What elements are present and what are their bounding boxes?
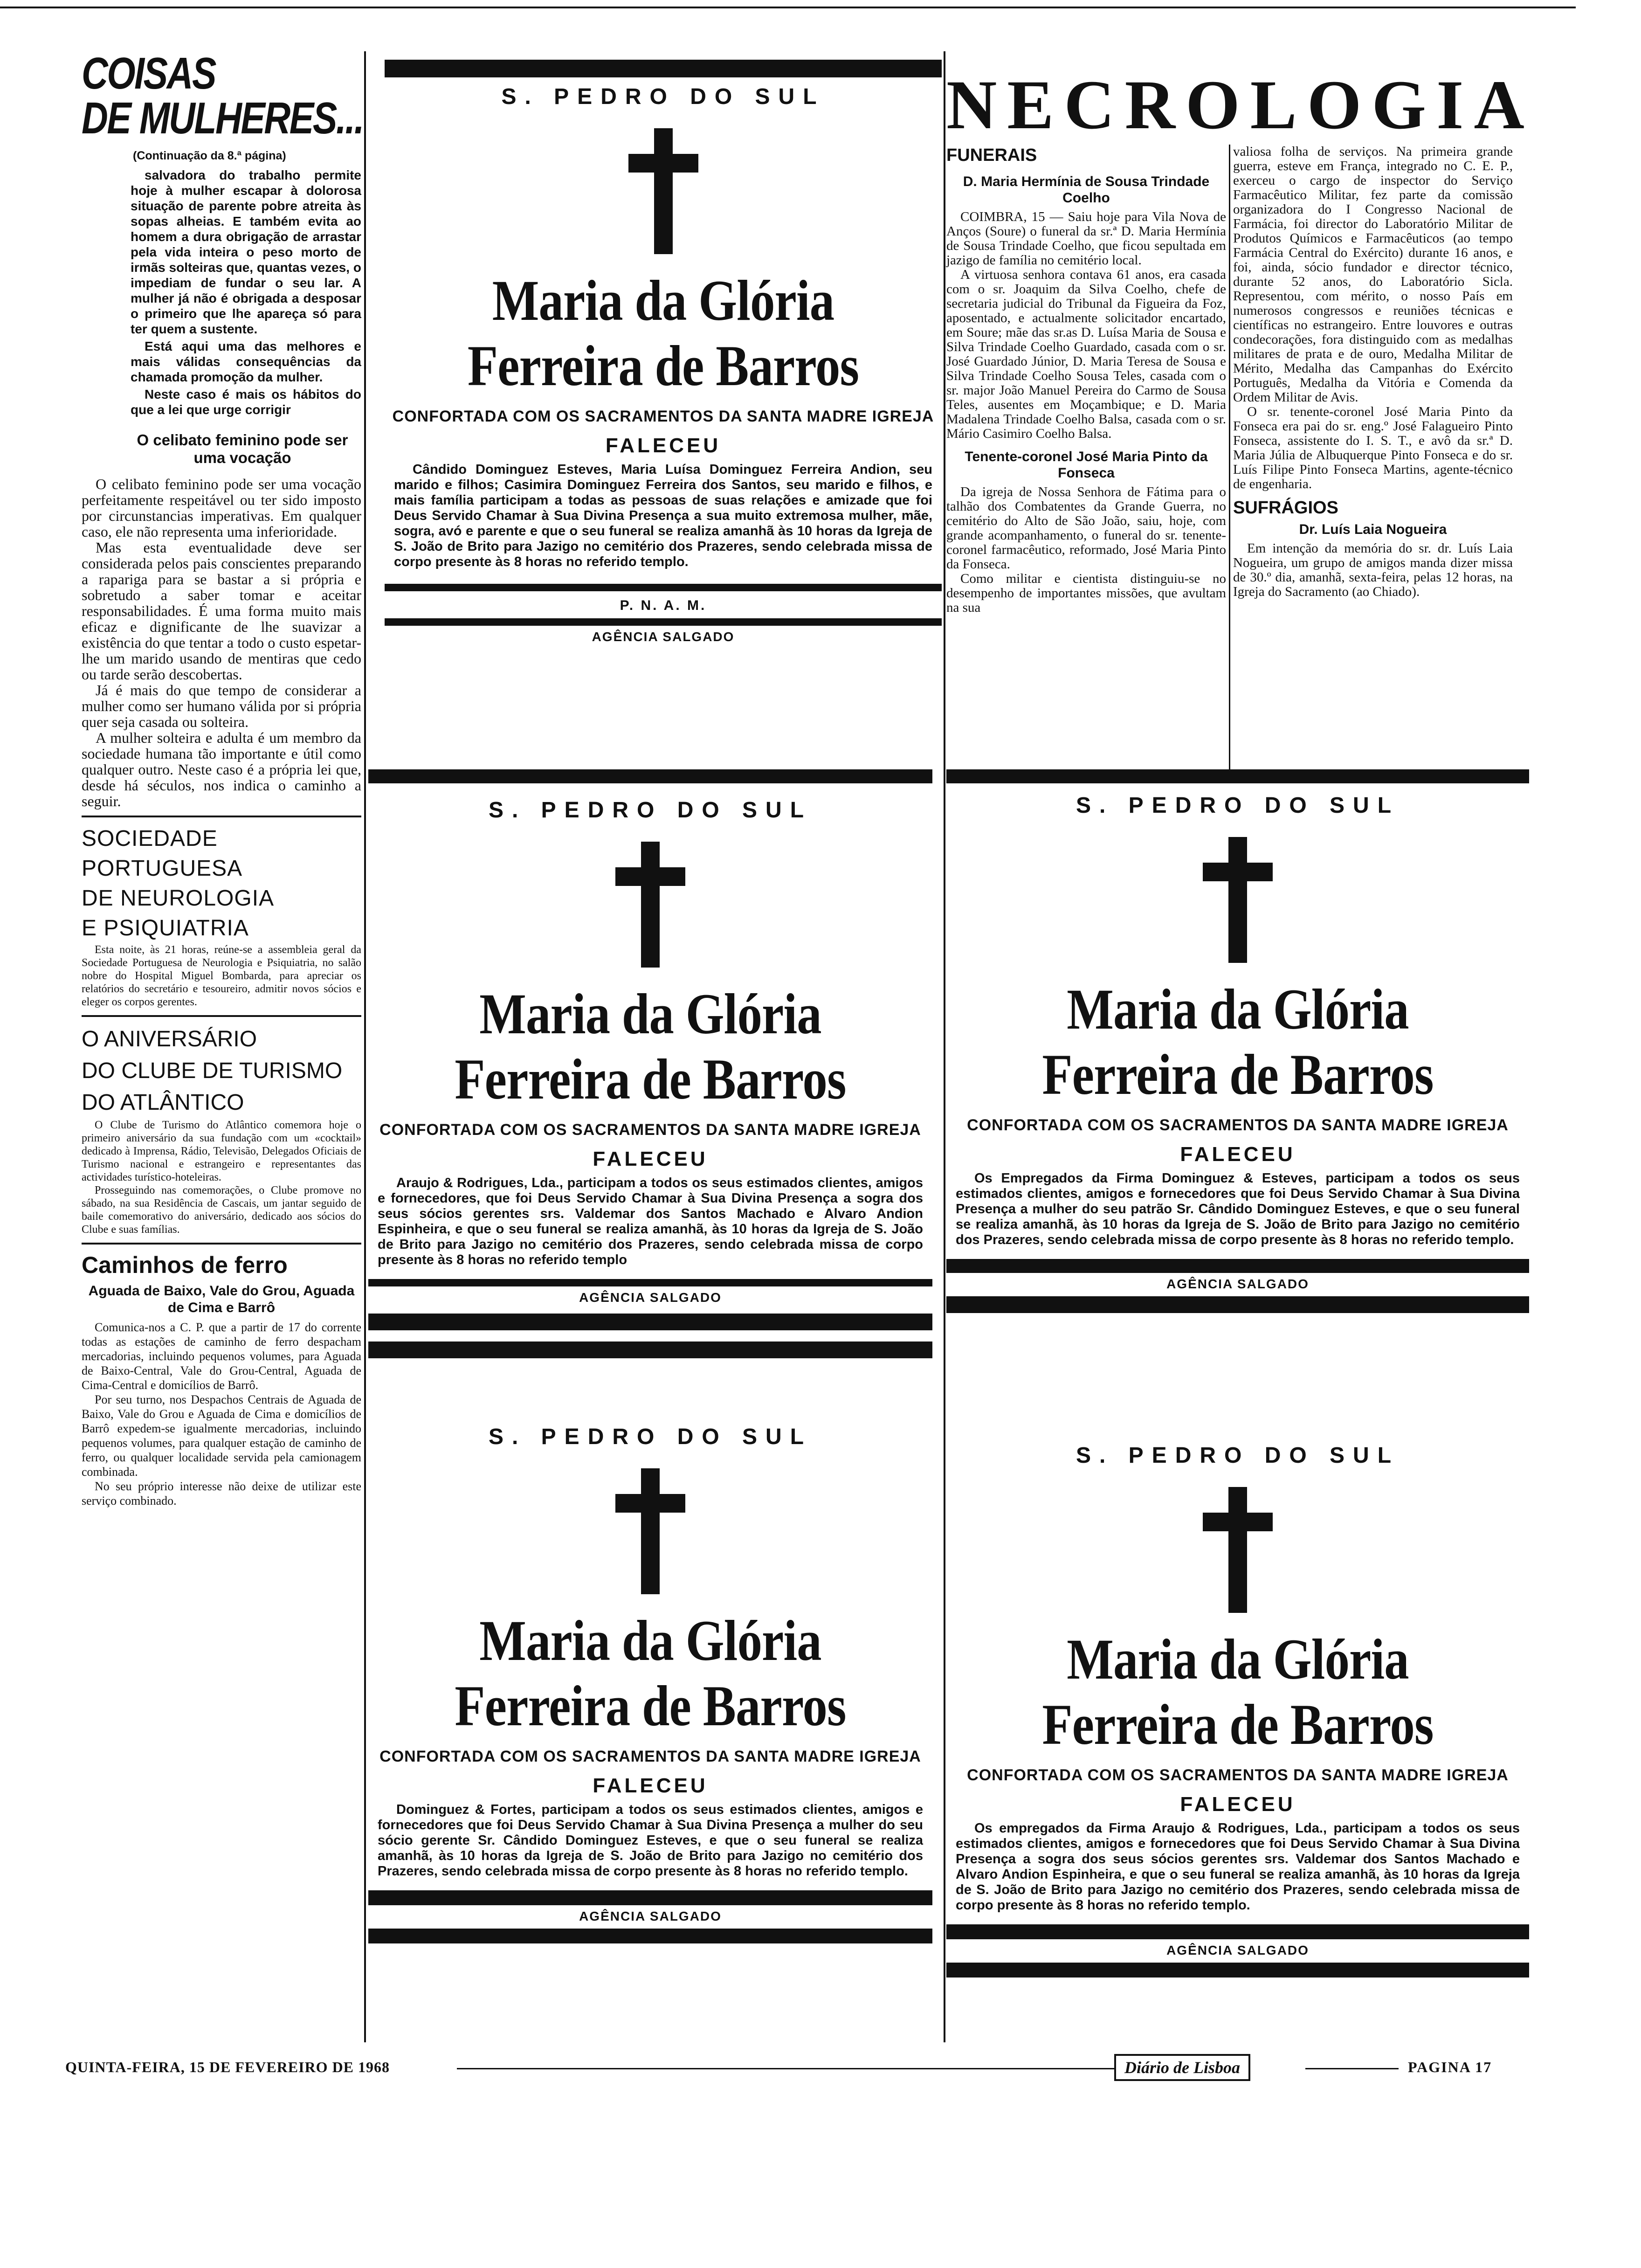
obit-faleceu: FALECEU [605,434,721,457]
obituary-4 [368,1418,932,1943]
obit-text [946,1821,1529,1913]
obit-text-p: Os empregados da Firma Araujo & Rodrigues, Lda., participam a todos os seus estimados clientes, amigos e fornecedores que foi Deus Servido Chamar à Sua Divina Presença a sogra dos seus sócios gerentes srs. Valdemar dos Santos Machado e Alvaro Andion Espinheira, e que o seu funeral se realiza amanhã, às 10 horas da Igreja de S. João de Brito para Jazigo no cemitério dos Prazeres, sendo celebrada missa de corpo presente às 8 horas no referido templo. [956,1821,1520,1913]
clube-head-1: O ANIVERSÁRIO [82,1027,257,1051]
newspaper-logo: Diário de Lisboa [1114,2054,1250,2081]
obit-agency: AGÊNCIA SALGADO [579,1290,722,1305]
obit-text-p: Araujo & Rodrigues, Lda., participam a todos os seus estimados clientes, amigos e fornecedores, que foi Deus Servido Chamar à Sua Divina Presença a sogra dos seus sócios gerentes srs. Valdemar dos Santos Machado e Alvaro Andion Espinheira, e que o seu funeral se realiza amanhã, às 10 horas da Igreja de S. João de Brito para Jazigo no cemitério dos Prazeres, sendo celebrada missa de corpo presente às 8 horas no referido templo [378,1175,923,1267]
obit-bottom-bar [368,1890,932,1905]
obit-bottom-bar [368,1279,932,1286]
obituary-3 [946,769,1529,1313]
spn-body [82,943,361,1009]
obit-bottom-bar [946,1296,1529,1313]
column-rule-middle [944,51,945,2042]
coisas-title-line1: COISAS [82,48,216,98]
f1-body-p1: COIMBRA, 15 — Saiu hoje para Vila Nova de Anços (Soure) o funeral da sr.ª D. Maria Hermínia de Sousa Trindade Coelho, que ficou sepultada em jazigo de família no cemitério local. [946,209,1226,268]
f2-body-p1: Da igreja de Nossa Senhora de Fátima para o talhão dos Combatentes da Grande Guerra, no cemitério do Alto de São João, saiu, hoje, com grande acompanhamento, o funeral do sr. tenente-coronel farmacêutico, reformado, José Maria Pinto da Fonseca. [946,484,1226,572]
obit-bottom-bar [946,1259,1529,1273]
necrologia-title: NECROLOGIA [946,66,1535,144]
obit-bottom-bar [385,584,942,591]
necro-col-a [946,145,1226,615]
obit-top-bar [385,60,942,77]
obit-agency: AGÊNCIA SALGADO [592,629,735,644]
coisas-intro-p1: salvadora do trabalho permite hoje à mulher escapar à dolorosa situação de parente pobre atreita às sopas alheias. E também evita ao homem a dura obrigação de arrastar pela vida inteira o peso morto de irmãs solteiras que, quantas vezes, o impediam de fundar o seu lar. A mulher já não é obrigada a desposar o primeiro que lhe apareça só para ter quem a sustente. [131,168,361,336]
caminhos-heading: Caminhos de ferro [82,1252,288,1278]
obit-text-p: Cândido Dominguez Esteves, Maria Luísa Dominguez Ferreira Andion, seu marido e filhos; Casimira Dominguez Ferreira dos Santos, seu marido e filhos, e mais família participam a todas as pessoas de suas relações e amizade que foi Deus Servido Chamar à Sua Divina Presença a sua muito extremosa mulher, mãe, sogra, avó e parente e que o seu funeral se realiza amanhã às 10 horas da Igreja de S. João de Brito para Jazigo no cemitério dos Prazeres, sendo celebrada missa de corpo presente às 8 horas no referido templo. [394,462,932,569]
f2-cont [1233,145,1513,491]
clube-head-2: DO CLUBE DE TURISMO [82,1058,343,1083]
obit-place: S. PEDRO DO SUL [488,798,813,823]
obit-bottom-bar [368,1314,932,1330]
f1-name: D. Maria Hermínia de Sousa Trindade Coelho [963,174,1210,206]
obit-agency: AGÊNCIA SALGADO [1166,1277,1309,1291]
obit-bottom-bar [368,1929,932,1943]
coisas-intro-p2: Está aqui uma das melhores e mais válidas consequências da chamada promoção da mulher. [131,339,361,384]
sufragios-label: SUFRÁGIOS [1233,498,1338,518]
clube-body [82,1119,361,1236]
obit-place: S. PEDRO DO SUL [501,84,825,109]
f2-cont-p1: valiosa folha de serviços. Na primeira grande guerra, esteve em França, integrado no C. E. P., exerceu o cargo de inspector do Serviço Farmacêutico Militar, fez parte da comissão organizadora do I Congresso Nacional de Farmácia, foi director do Laboratório Militar de Produtos Químicos e Farmacêuticos (ao tempo Farmácia Central do Exército) durante 16 anos, e foi, ainda, sócio fundador e director técnico, durante 52 anos, do Laboratório Sicla. Representou, com mérito, o nosso País em numerosos congressos e reuniões técnicas e científicas no estrangeiro. Entre louvores e outras condecorações, fora distinguido com as medalhas militares de prata e de ouro, Medalha Militar de Mérito, Medalha das Campanhas do Exército Português, Medalha da Vitória e Comenda da Ordem Militar de Avis. [1233,144,1513,405]
obit-name-line1: Maria da Glória [492,269,834,332]
clube-heading [82,1023,361,1119]
obit-name-line2: Ferreira de Barros [1042,1043,1434,1106]
obit-faleceu: FALECEU [593,1148,708,1170]
divider [82,1015,361,1017]
caminhos-body-p1: Comunica-nos a C. P. que a partir de 17 do corrente todas as estações de caminho de ferro despacham mercadorias, incluindo pequenos volumes, para Aguada de Baixo-Central, Vale do Grou-Central, Aguada de Cima-Central e domicílios de Barrô. [82,1321,361,1392]
obit-confortada: CONFORTADA COM OS SACRAMENTOS DA SANTA MADRE IGREJA [967,1116,1509,1134]
spn-head-4: E PSIQUIATRIA [82,916,249,940]
continuation-note: (Continuação da 8.ª página) [133,149,286,162]
spn-head-3: DE NEUROLOGIA [82,886,275,911]
page-footer [65,2054,1520,2082]
necro-col-b [1233,145,1513,599]
obit-confortada: CONFORTADA COM OS SACRAMENTOS DA SANTA MADRE IGREJA [392,408,934,425]
cross-icon [1203,1487,1273,1613]
footer-rule [457,2068,1165,2069]
clube-body-p1: O Clube de Turismo do Atlântico comemora hoje o primeiro aniversário da sua fundação com um «cocktail» dedicado à Imprensa, Rádio, Televisão, Delegados Oficiais de Turismo nacional e estrangeiro e representantes das actividades turístico-hoteleiras. [82,1119,361,1183]
funerais-label: FUNERAIS [946,145,1037,165]
s1-name: Dr. Luís Laia Nogueira [1299,522,1447,537]
obit-faleceu: FALECEU [1180,1143,1296,1166]
obit-place: S. PEDRO DO SUL [488,1424,813,1449]
obit-name-line2: Ferreira de Barros [455,1674,846,1738]
footer-rule [1305,2068,1399,2069]
f1-body-p2: A virtuosa senhora contava 61 anos, era casada com o sr. Joaquim da Silva Coelho, chefe de secretaria judicial do Tribunal da Figueira da Foz, aposentado, e actualmente solicitador encartado, em Soure; mãe das sr.as D. Luísa Maria de Sousa e Silva Trindade Coelho Guardado, casada com o sr. José Guardado Júnior, D. Maria Teresa de Sousa e Silva Trindade Coelho Sousa Teles, casada com o sr. major João Manuel Pereira do Carmo de Sousa Teles, ausentes em Moçambique; e D. Maria Madalena Trindade Coelho Balsa, casada com o sr. Mário Casimiro Coelho Balsa. [946,267,1226,441]
obit-name-line2: Ferreira de Barros [455,1047,846,1111]
obit-agency: AGÊNCIA SALGADO [579,1909,722,1923]
f2-body-p2: Como militar e cientista distinguiu-se no desempenho de importantes missões, que avultam na sua [946,571,1226,615]
obituary-5 [946,1436,1529,1978]
s1-body-p: Em intenção da memória do sr. dr. Luís Laia Nogueira, um grupo de amigos manda dizer missa de 30.º dia, amanhã, sexta-feira, pelas 12 horas, na Igreja do Sacramento (ao Chiado). [1233,541,1513,599]
divider [82,1243,361,1245]
obit-top-bar [946,769,1529,783]
cross-icon [1203,837,1273,963]
obit-text [946,1171,1529,1248]
coisas-body-p3: Já é mais do que tempo de considerar a mulher como ser humano válida por si própria quer seja casada ou solteira. [82,682,361,730]
obit-bottom-bar [946,1924,1529,1939]
obit-text-p: Os Empregados da Firma Dominguez & Esteves, participam a todos os seus estimados clientes, amigos e fornecedores que foi Deus Servido Chamar à Sua Divina Presença a mulher do seu patrão Sr. Cândido Dominguez Esteves, e que o seu funeral se realiza amanhã, às 10 horas da Igreja de S. João de Brito para Jazigo no cemitério dos Prazeres, sendo celebrada missa de corpo presente às 8 horas no referido templo. [956,1171,1520,1247]
obit-confortada: CONFORTADA COM OS SACRAMENTOS DA SANTA MADRE IGREJA [379,1748,921,1765]
coisas-title-line2: DE MULHERES... [82,93,364,143]
obit-text [385,462,942,570]
clube-body-p2: Prosseguindo nas comemorações, o Clube promove no sábado, na sua Residência de Cascais, um jantar seguido de baile comemorativo do aniversário, dedicado aos sócios do Clube e suas famílias. [82,1184,361,1236]
obit-faleceu: FALECEU [593,1774,708,1797]
coisas-body-p1: O celibato feminino pode ser uma vocação perfeitamente respeitável ou ter sido imposto por circunstancias imperativas. Em qualquer caso, ele não representa uma inferioridade. [82,476,361,540]
f2-cont-p2: O sr. tenente-coronel José Maria Pinto da Fonseca era pai do sr. eng.º José Falagueiro Pinto Fonseca, assistente do I. S. T., e avô da sr.ª D. Maria Júlia de Albuquerque Pinto Fonseca e do sr. Luís Filipe Pinto Fonseca Martins, agente-técnico de engenharia. [1233,404,1513,491]
spn-heading [82,824,361,943]
obit-name-line1: Maria da Glória [1067,1627,1409,1691]
spn-head-1: SOCIEDADE [82,826,218,851]
coisas-body-p2: Mas esta eventualidade deve ser considerada pelos pais conscientes preparando a rapariga para se bastar a si própria e sobretudo a saber tomar e aceitar responsabilidades. É uma forma muito mais eficaz e dignificante de lhe suavizar a existência do que tentar a todo o custo espetar-lhe um marido usando de mentiras que cedo ou tarde serão descobertas. [82,539,361,683]
obit-text-p: Dominguez & Fortes, participam a todos os seus estimados clientes, amigos e fornecedores que foi Deus Servido Chamar à Sua Divina Presença a mulher do seu sócio gerente Sr. Cândido Dominguez Esteves, e que o seu funeral se realiza amanhã, às 10 horas da Igreja de S. João de Brito para Jazigo no cemitério dos Prazeres, sendo celebrada missa de corpo presente às 8 horas no referido templo. [378,1802,923,1879]
left-column [82,48,364,1508]
f1-body [946,210,1226,441]
top-rule [0,7,1576,8]
f2-body [946,485,1226,615]
necro-col-rule [1229,145,1230,769]
cross-icon [615,842,685,968]
celibato-subhead: O celibato feminino pode ser uma vocação [137,431,348,466]
s1-body [1233,541,1513,599]
obit-agency: AGÊNCIA SALGADO [1166,1943,1309,1957]
clube-head-3: DO ATLÂNTICO [82,1090,244,1115]
divider [82,816,361,817]
obit-confortada: CONFORTADA COM OS SACRAMENTOS DA SANTA MADRE IGREJA [379,1121,921,1139]
column-rule-left [364,51,366,2042]
caminhos-body-p2: Por seu turno, nos Despachos Centrais de Aguada de Baixo, Vale do Grou e Aguada de Cima e domicílios de Barrô expedem-se igualmente mercadorias, incluindo pequenos volumes, para qualquer estação de caminho de ferro, ou qualquer localidade servida pela camionagem combinada. [82,1393,361,1479]
obit-name-line2: Ferreira de Barros [1042,1693,1434,1756]
spn-head-2: PORTUGUESA [82,856,243,881]
necrologia-section [946,66,1552,615]
obit-place: S. PEDRO DO SUL [1076,1443,1400,1468]
f2-name: Tenente-coronel José Maria Pinto da Fonseca [965,449,1208,481]
spn-body-p: Esta noite, às 21 horas, reúne-se a assembleia geral da Sociedade Portuguesa de Neurologia e Psiquiatria, no salão nobre do Hospital Miguel Bombarda, para apreciar os relatórios do secretário e tesoureiro, admitir novos sócios e eleger os corpos gerentes. [82,944,361,1008]
coisas-intro-p3: Neste caso é mais os hábitos do que a lei que urge corrigir [131,387,361,417]
caminhos-body-p3: No seu próprio interesse não deixe de utilizar este serviço combinado. [82,1480,361,1507]
obit-signature: P. N. A. M. [620,598,707,613]
coisas-body [82,476,361,809]
obit-top-bar [368,769,932,783]
obit-place: S. PEDRO DO SUL [1076,793,1400,818]
coisas-body-p4: A mulher solteira e adulta é um membro da sociedade humana tão importante e útil como qualquer outro. Neste caso é a própria lei que, desde há séculos, nos indica o caminho a seguir. [82,729,361,809]
obit-confortada: CONFORTADA COM OS SACRAMENTOS DA SANTA MADRE IGREJA [967,1766,1509,1784]
obituary-1 [385,60,942,644]
obituary-2 [368,769,932,1358]
obit-bottom-bar [946,1963,1529,1978]
page-number: PAGINA 17 [1408,2059,1492,2075]
cross-icon [615,1468,685,1594]
obit-name-line1: Maria da Glória [1067,977,1409,1041]
coisas-intro [131,167,361,417]
obit-bottom-bar [368,1341,932,1358]
obit-faleceu: FALECEU [1180,1793,1296,1816]
obit-name-line1: Maria da Glória [479,982,821,1046]
footer-date: QUINTA-FEIRA, 15 DE FEVEREIRO DE 1968 [65,2059,390,2075]
obit-bottom-bar [385,618,942,626]
obit-text [368,1802,932,1879]
obit-text [368,1175,932,1268]
caminhos-subhead: Aguada de Baixo, Vale do Grou, Aguada de Cima e Barrô [88,1283,355,1315]
cross-icon [628,128,698,254]
obit-name-line1: Maria da Glória [479,1609,821,1673]
caminhos-body [82,1320,361,1508]
obit-name-line2: Ferreira de Barros [467,334,859,398]
